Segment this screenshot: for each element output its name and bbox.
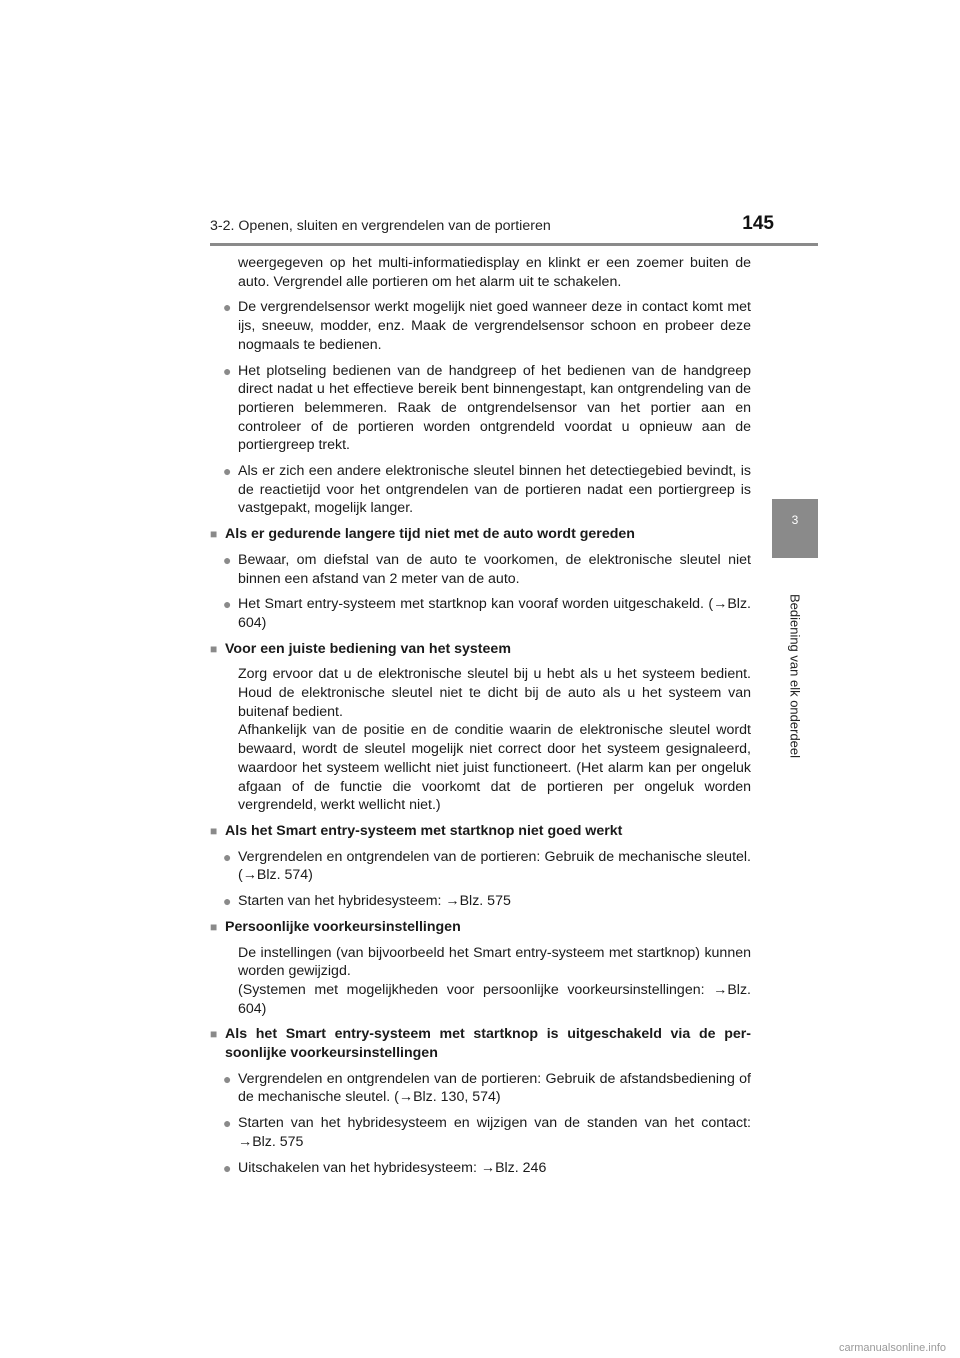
paragraph: De instellingen (van bijvoorbeeld het Smart entry-systeem met startknop) kunnen worden gewijzigd. — [238, 944, 751, 980]
bullet-item — [210, 551, 751, 588]
section-title: 3-2. Openen, sluiten en vergrendelen van de portieren — [210, 218, 551, 234]
section-heading — [210, 1025, 751, 1062]
square-icon: ■ — [210, 641, 218, 656]
bullet-icon: ● — [223, 848, 232, 865]
paragraph: (Systemen met mogelijkheden voor persoonlijke voorkeursinstellingen: →Blz. 604) — [238, 981, 751, 1017]
bullet-item — [210, 298, 751, 354]
bullet-icon: ● — [223, 1070, 232, 1087]
bullet-item — [210, 1070, 751, 1107]
bullet-item — [210, 462, 751, 518]
bullet-icon: ● — [223, 362, 232, 379]
chapter-title-vertical: Bediening van elk onderdeel — [787, 593, 803, 759]
paragraph: Zorg ervoor dat u de elektronische sleutel bij u hebt als u het systeem bedient. Houd de elektronische sleutel niet te dicht bij de auto als u het systeem van buitenaf bedient. — [238, 666, 751, 720]
section-heading — [210, 525, 751, 544]
chapter-number: 3 — [791, 513, 799, 527]
heading-text: Als het Smart entry-systeem met startknop niet goed werkt — [225, 822, 623, 839]
watermark: carmanualsonline.info — [838, 1342, 946, 1354]
bullet-icon: ● — [223, 596, 232, 613]
bullet-icon: ● — [223, 893, 232, 910]
heading-text: Persoonlijke voorkeursinstellingen — [225, 918, 461, 935]
square-icon: ■ — [210, 823, 218, 838]
paragraph-group — [210, 665, 751, 815]
bullet-text: Starten van het hybridesysteem en wijzigen van de standen van het contact: →Blz. 575 — [238, 1115, 751, 1150]
bullet-text: Vergrendelen en ontgrendelen van de portieren: Gebruik de mechanische sleutel. (→Blz. 574) — [238, 848, 751, 884]
bullet-icon: ● — [223, 1159, 232, 1176]
bullet-text: Het plotseling bedienen van de handgreep of het bedienen van de handgreep direct nadat u het effectieve bereik bent binnengestapt, kan ontgrendeling van de portieren belemmeren. Raak de ontgrendelsensor van het portier aan en controleer of de portieren worden ontgrendeld voordat u opnieuw aan de portiergreep trekt. — [238, 362, 751, 454]
bullet-icon: ● — [223, 551, 232, 568]
bullet-text: Bewaar, om diefstal van de auto te voorkomen, de elektronische sleutel niet binnen een afstand van 2 meter van de auto. — [238, 551, 751, 587]
bullet-item — [210, 892, 751, 911]
bullet-text: Het Smart entry-systeem met startknop kan vooraf worden uitgeschakeld. (→Blz. 604) — [238, 596, 751, 631]
intro-continuation: weergegeven op het multi-informatiedisplay en klinkt er een zoemer buiten de auto. Vergrendel alle portieren om het alarm uit te schakelen. — [238, 255, 751, 290]
page-number: 145 — [742, 213, 774, 234]
heading-text: Voor een juiste bediening van het systeem — [225, 640, 511, 657]
bullet-item — [210, 848, 751, 885]
bullet-text: Starten van het hybridesysteem: →Blz. 575 — [238, 893, 511, 910]
bullet-text: Als er zich een andere elektronische sleutel binnen het detectiegebied bevindt, is de reactietijd voor het ontgrendelen van de portieren nadat een portiergreep is vastgepakt, mogelijk langer. — [238, 463, 751, 517]
chapter-tab — [772, 499, 818, 558]
section-heading — [210, 918, 751, 937]
page-header — [210, 213, 774, 244]
section-heading — [210, 640, 751, 659]
square-icon: ■ — [210, 1027, 218, 1042]
bullet-text: Uitschakelen van het hybridesysteem: →Blz. 246 — [238, 1159, 547, 1176]
bullet-icon: ● — [223, 299, 232, 316]
bullet-icon: ● — [223, 463, 232, 480]
header-rule — [210, 243, 818, 246]
bullet-text: Vergrendelen en ontgrendelen van de portieren: Gebruik de afstandsbediening of de mechanische sleutel. (→Blz. 130, 574) — [238, 1070, 751, 1106]
heading-text: Als het Smart entry-systeem met startknop is uitgeschakeld via de persoonlijke voorkeursinstellingen — [225, 1026, 751, 1062]
bullet-item — [210, 595, 751, 632]
heading-text: Als er gedurende langere tijd niet met de auto wordt gereden — [225, 526, 635, 543]
square-icon: ■ — [210, 527, 218, 542]
square-icon: ■ — [210, 919, 218, 934]
bullet-item — [210, 362, 751, 456]
bullet-text: De vergrendelsensor werkt mogelijk niet goed wanneer deze in contact komt met ijs, sneeuw, modder, enz. Maak de vergrendelsensor schoon en probeer deze nogmaals te bedienen. — [238, 299, 751, 353]
paragraph-group — [210, 944, 751, 1019]
section-heading — [210, 822, 751, 841]
bullet-icon: ● — [223, 1115, 232, 1132]
paragraph: Afhankelijk van de positie en de conditie waarin de elektronische sleutel wordt bewaard, wordt de sleutel mogelijk niet correct door het systeem gesignaleerd, waardoor het systeem wellicht niet juist functioneert. (Het alarm kan per ongeluk afgaan of de functie die voorkomt dat de portieren per ongeluk worden vergrendeld, werkt wellicht niet.) — [238, 722, 751, 814]
bullet-item — [210, 1114, 751, 1151]
bullet-item — [210, 1159, 751, 1178]
page-content — [210, 254, 751, 1184]
